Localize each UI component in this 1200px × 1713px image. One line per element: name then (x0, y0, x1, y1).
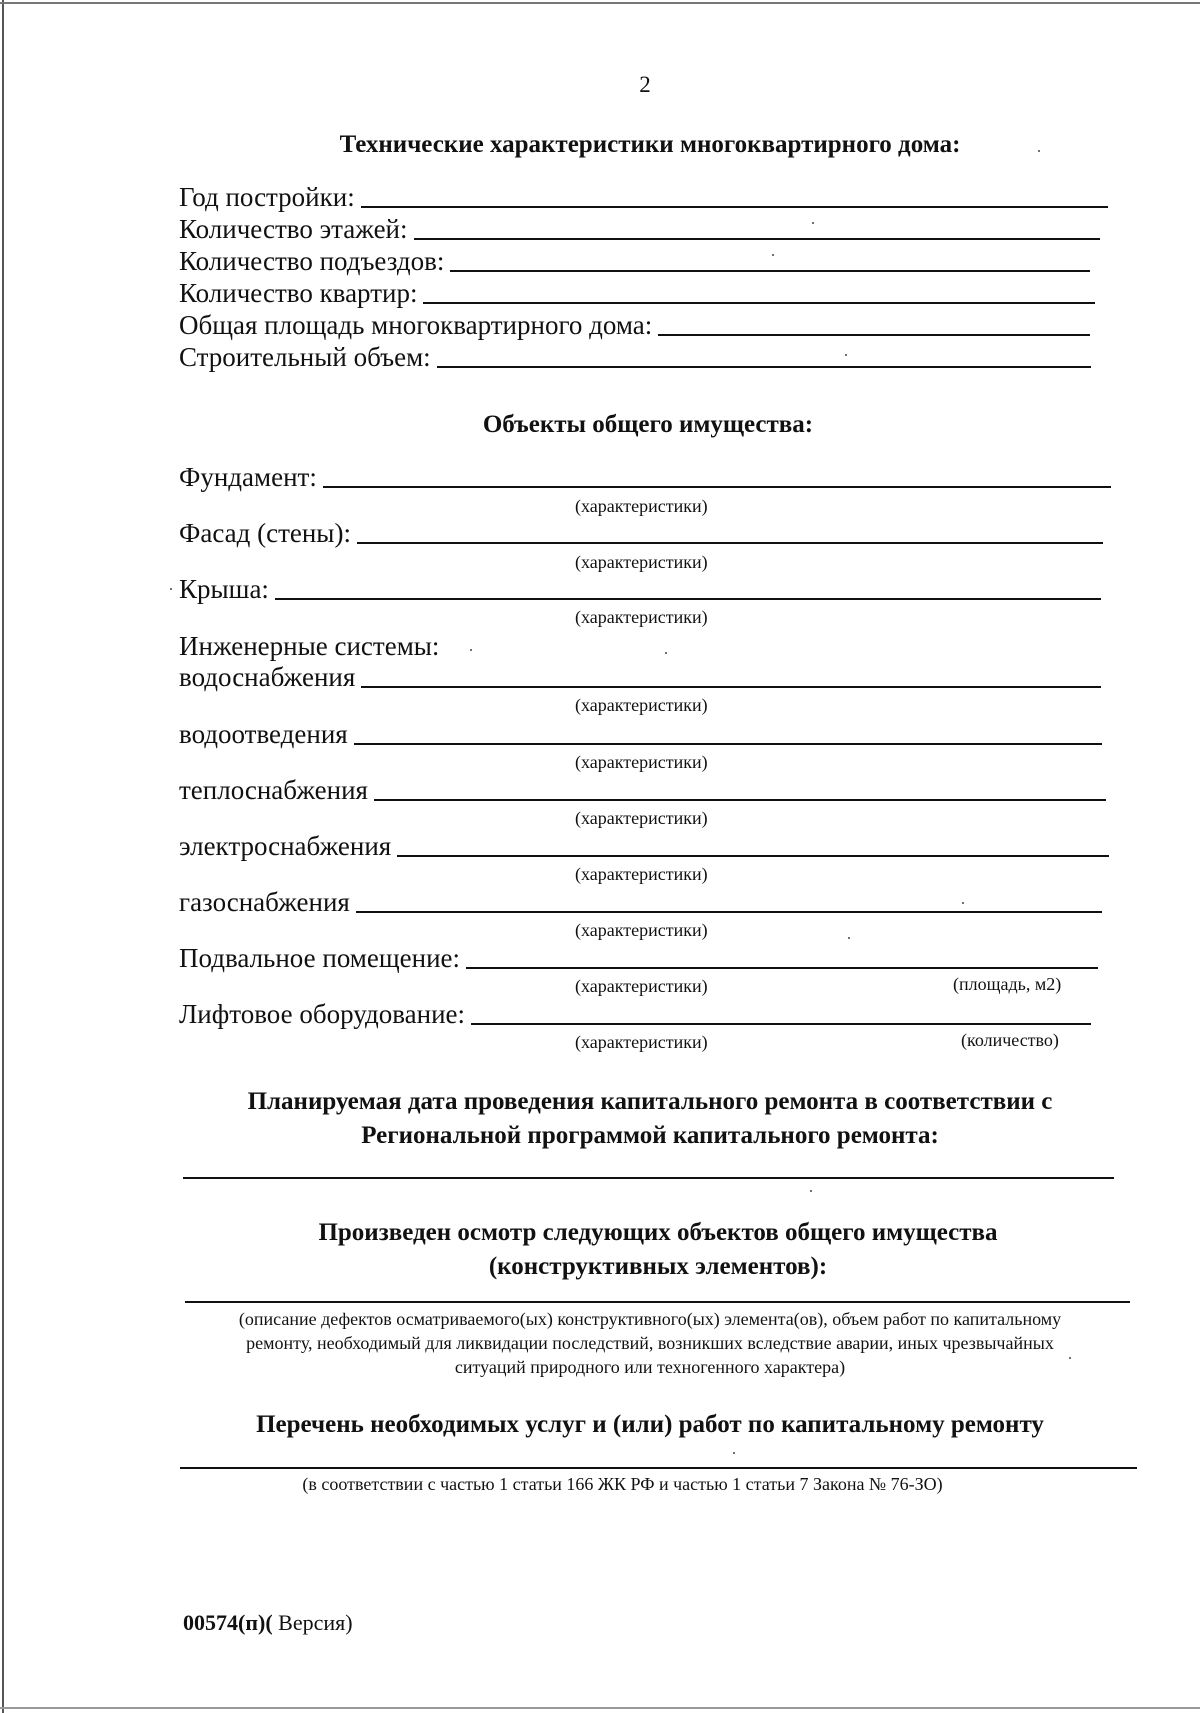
engineering-systems-label (179, 631, 439, 661)
field-basement[interactable] (179, 943, 1098, 973)
field-water-supply[interactable] (179, 662, 1101, 692)
scan-speck (170, 588, 172, 590)
hint-characteristics: (характеристики) (575, 1032, 708, 1052)
input-line[interactable] (361, 206, 1108, 208)
hint-area: (площадь, м2) (953, 974, 1062, 994)
version-label: Версия) (272, 1610, 353, 1635)
services-note: (в соответствии с частью 1 статьи 166 ЖК РФ и частью 1 статьи 7 Закона № 76-ЗО) (302, 1474, 943, 1494)
hint-characteristics: (характеристики) (575, 752, 708, 772)
field-floors[interactable] (179, 214, 1100, 244)
field-building-volume[interactable] (179, 342, 1091, 372)
field-entrances[interactable] (179, 246, 1090, 276)
scan-speck (962, 902, 964, 904)
field-drainage[interactable] (179, 719, 1102, 749)
input-line[interactable] (275, 598, 1101, 600)
field-heating[interactable] (179, 775, 1106, 805)
scan-speck (470, 649, 472, 651)
input-line[interactable] (437, 366, 1091, 368)
scan-speck (665, 652, 667, 654)
field-foundation[interactable] (179, 462, 1111, 492)
input-line[interactable] (414, 238, 1100, 240)
inspection-section-title-line2: (конструктивных элементов): (488, 1253, 828, 1280)
page-number: 2 (639, 72, 651, 97)
field-label: Фундамент: (179, 462, 317, 492)
field-label: Общая площадь многоквартирного дома: (179, 310, 653, 340)
field-label: Количество подъездов: (179, 246, 445, 276)
planned-date-input-line[interactable] (183, 1177, 1114, 1179)
field-roof[interactable] (179, 574, 1101, 604)
hint-characteristics: (характеристики) (575, 607, 708, 627)
hint-characteristics: (характеристики) (575, 496, 708, 516)
services-section-title: Перечень необходимых услуг и (или) работ по капитальному ремонту (256, 1411, 1044, 1438)
scan-speck (1069, 1357, 1071, 1359)
input-line[interactable] (374, 799, 1106, 801)
field-label: Количество квартир: (179, 278, 418, 308)
field-label: водоснабжения (179, 662, 356, 692)
scan-speck (848, 937, 850, 939)
hint-characteristics: (характеристики) (575, 864, 708, 884)
field-elevator[interactable] (179, 999, 1091, 1029)
field-label: газоснабжения (179, 887, 350, 917)
hint-characteristics: (характеристики) (575, 976, 708, 996)
field-label: Инженерные системы: (179, 631, 440, 661)
input-line[interactable] (397, 855, 1109, 857)
field-year-built[interactable] (179, 182, 1108, 212)
page-edge-bottom (0, 1707, 1200, 1709)
field-label: Строительный объем: (179, 342, 431, 372)
scan-speck (733, 1452, 735, 1454)
inspection-note-line1: (описание дефектов осматриваемого(ых) конструктивного(ых) элемента(ов), объем работ по капитальному (238, 1309, 1062, 1329)
input-line[interactable] (361, 686, 1101, 688)
field-apartments[interactable] (179, 278, 1095, 308)
page-edge-left (2, 0, 4, 1713)
scan-speck (810, 1190, 812, 1192)
input-line[interactable] (466, 967, 1098, 969)
input-line[interactable] (471, 1023, 1091, 1025)
input-line[interactable] (357, 542, 1103, 544)
inspection-note-line3: ситуаций природного или техногенного характера) (454, 1357, 846, 1377)
field-label: Фасад (стены): (179, 518, 351, 548)
field-label: Количество этажей: (179, 214, 408, 244)
scan-speck (845, 354, 847, 356)
field-label: Лифтовое оборудование: (179, 999, 466, 1029)
field-label: Год постройки: (179, 182, 355, 212)
field-electricity[interactable] (179, 831, 1109, 861)
hint-quantity: (количество) (961, 1030, 1059, 1050)
hint-characteristics: (характеристики) (575, 695, 708, 715)
input-line[interactable] (354, 743, 1102, 745)
objects-section-title: Объекты общего имущества: (482, 411, 814, 438)
tech-section-title: Технические характеристики многоквартирного дома: (339, 131, 961, 158)
scan-speck (812, 222, 814, 224)
inspection-note (180, 1307, 1120, 1379)
document-code: 00574(п)( (183, 1610, 273, 1635)
inspection-input-line[interactable] (185, 1301, 1130, 1303)
input-line[interactable] (450, 270, 1090, 272)
input-line[interactable] (323, 486, 1111, 488)
hint-characteristics: (характеристики) (575, 920, 708, 940)
field-label: электроснабжения (179, 831, 392, 861)
planned-section-title-line2: Региональной программой капитального ремонта: (361, 1122, 939, 1149)
inspection-section-title-line1: Произведен осмотр следующих объектов общего имущества (318, 1219, 998, 1246)
hint-characteristics: (характеристики) (575, 808, 708, 828)
input-line[interactable] (658, 334, 1090, 336)
inspection-note-line2: ремонту, необходимый для ликвидации последствий, возникших вследствие аварии, иных чрезвычайных (246, 1333, 1054, 1353)
scan-speck (1038, 150, 1040, 152)
services-input-line[interactable] (180, 1467, 1137, 1469)
field-label: Подвальное помещение: (179, 943, 461, 973)
field-label: водоотведения (179, 719, 348, 749)
input-line[interactable] (356, 911, 1102, 913)
document-version (183, 1610, 353, 1636)
field-label: теплоснабжения (179, 775, 368, 805)
page-edge-top (0, 2, 1200, 4)
planned-section-title-line1: Планируемая дата проведения капитального ремонта в соответствии с (247, 1088, 1053, 1115)
field-label: Крыша: (179, 574, 269, 604)
hint-characteristics: (характеристики) (575, 552, 708, 572)
scan-speck (772, 254, 774, 256)
field-total-area[interactable] (179, 310, 1090, 340)
input-line[interactable] (423, 302, 1095, 304)
field-facade[interactable] (179, 518, 1103, 548)
